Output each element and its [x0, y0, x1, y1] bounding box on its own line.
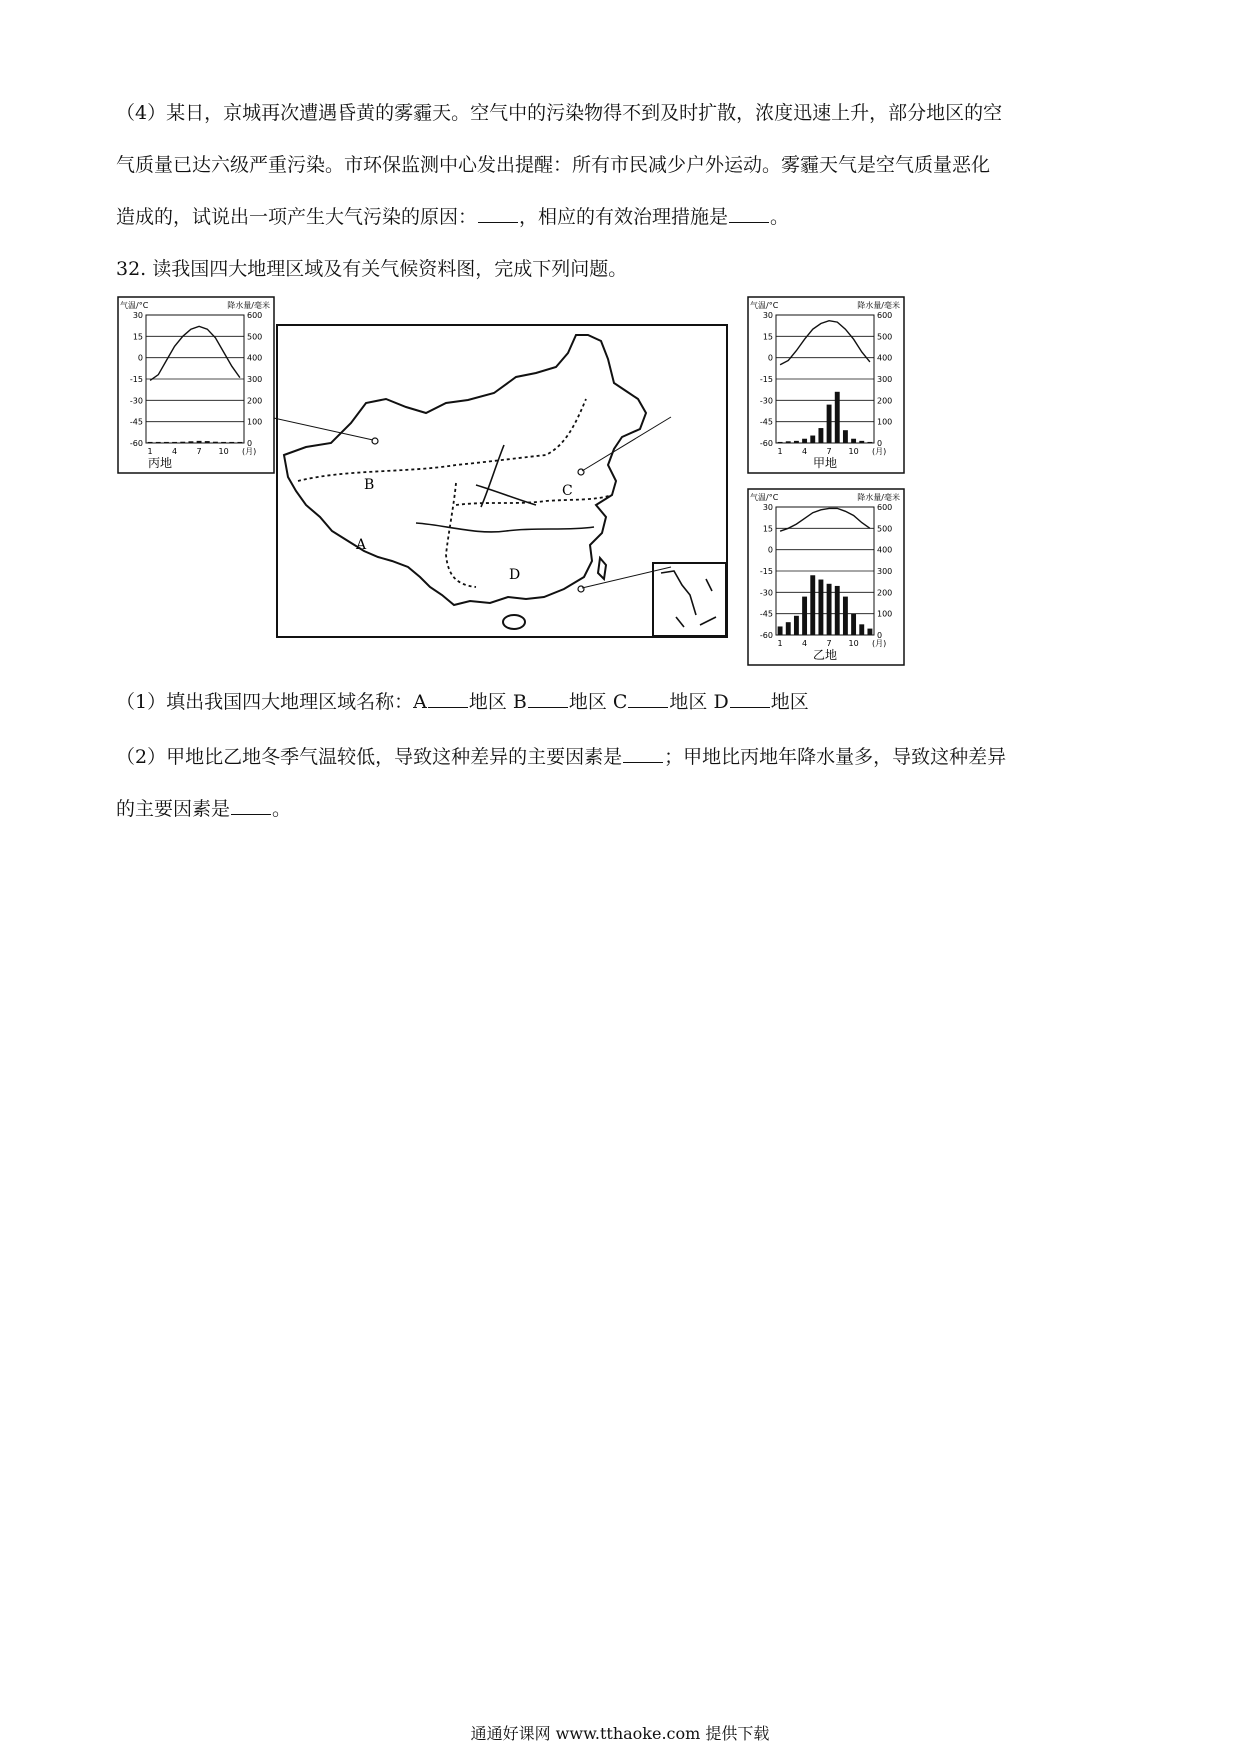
precip-bar: [180, 442, 185, 443]
river-yellow: [476, 445, 536, 507]
precip-bar: [843, 430, 848, 443]
precip-bar: [802, 597, 807, 635]
chart-station-name: 丙地: [147, 456, 173, 470]
temp-axis-label: 气温/°C: [750, 493, 779, 502]
precip-bar: [778, 626, 783, 635]
answer-blank[interactable]: [428, 693, 468, 708]
precip-bar: [867, 629, 872, 635]
q32-sub2-text-c: 的主要因素是: [116, 798, 231, 820]
precip-bar: [802, 439, 807, 443]
precip-bar: [835, 392, 840, 443]
month-tick-label: 10: [848, 639, 859, 648]
month-tick-label: 10: [218, 447, 229, 456]
precip-tick-label: 400: [877, 353, 893, 363]
temp-tick-label: 30: [132, 311, 143, 320]
precip-bar: [810, 575, 815, 635]
answer-blank[interactable]: [478, 208, 518, 223]
precip-bar: [778, 442, 783, 443]
region-label-a: A: [356, 537, 367, 553]
leader-line-jia: [582, 417, 671, 471]
precip-tick-label: 200: [877, 588, 893, 598]
temp-tick-label: 30: [762, 311, 773, 320]
temp-tick-label: -60: [759, 439, 773, 448]
precip-bar: [172, 442, 177, 443]
temp-tick-label: 15: [132, 332, 143, 342]
precip-axis-label: 降水量/毫米: [857, 301, 900, 310]
q31-4-line3: [116, 202, 789, 229]
q31-4-line3-text-b: ，相应的有效治理措施是: [519, 206, 729, 228]
q32-sub1-text-d: 地区 D: [669, 691, 729, 713]
temp-tick-label: -45: [759, 417, 773, 427]
precip-bar: [794, 616, 799, 635]
precip-bar: [810, 436, 815, 443]
precip-tick-label: 200: [247, 396, 263, 406]
taiwan-island: [598, 558, 606, 579]
precip-tick-label: 600: [877, 311, 893, 320]
precip-bar: [827, 584, 832, 635]
precip-tick-label: 500: [877, 332, 893, 342]
temp-tick-label: -15: [759, 567, 773, 576]
month-tick-label: 4: [802, 447, 808, 456]
leader-line-yi: [582, 567, 671, 588]
precip-bar: [213, 442, 218, 443]
month-tick-label: 7: [826, 447, 832, 456]
q32-sub2-text-d: 。: [272, 798, 292, 820]
precip-tick-label: 300: [877, 375, 893, 384]
precip-bar: [164, 442, 169, 443]
divide-line-ad: [446, 483, 476, 587]
q32-sub2-text-b: ；甲地比丙地年降水量多，导致这种差异: [664, 746, 1007, 768]
temp-tick-label: -30: [759, 396, 773, 406]
temp-tick-label: -60: [129, 439, 143, 448]
q32-title: 32. 读我国四大地理区域及有关气候资料图，完成下列问题。: [116, 258, 628, 280]
precip-bar: [851, 614, 856, 635]
precip-bar: [221, 442, 226, 443]
precip-tick-label: 600: [877, 503, 893, 512]
q31-4-line1: （4）某日，京城再次遭遇昏黄的雾霾天。空气中的污染物得不到及时扩散，浓度迅速上升，部分地区的空: [116, 102, 1003, 124]
precip-tick-label: 100: [247, 417, 263, 427]
precip-tick-label: 400: [877, 545, 893, 555]
precip-bar: [188, 441, 193, 443]
precip-bar: [197, 441, 202, 443]
month-unit-label: (月): [242, 447, 257, 456]
month-tick-label: 7: [196, 447, 202, 456]
month-tick-label: 1: [147, 447, 153, 456]
precip-tick-label: 300: [877, 567, 893, 576]
answer-blank[interactable]: [623, 748, 663, 763]
month-tick-label: 1: [777, 639, 783, 648]
temp-tick-label: 0: [137, 353, 143, 363]
precip-tick-label: 300: [247, 375, 263, 384]
precip-tick-label: 100: [877, 417, 893, 427]
chart-station-name: 甲地: [812, 456, 838, 470]
precip-axis-label: 降水量/毫米: [857, 493, 900, 502]
q32-sub1: [116, 687, 809, 714]
temp-tick-label: -30: [759, 588, 773, 598]
answer-blank[interactable]: [528, 693, 568, 708]
precip-bar: [156, 442, 161, 443]
river-yangtze: [416, 523, 594, 532]
month-tick-label: 10: [848, 447, 859, 456]
precip-bar: [794, 441, 799, 443]
q32-sub1-text-e: 地区: [770, 691, 809, 713]
inset-islands: [661, 571, 716, 627]
precip-bar: [827, 405, 832, 443]
region-label-c: C: [562, 483, 573, 499]
answer-blank[interactable]: [730, 693, 770, 708]
temp-tick-label: 30: [762, 503, 773, 512]
station-yi-marker: [578, 586, 584, 592]
precip-bar: [786, 441, 791, 443]
q32-sub2-line1: [116, 742, 1006, 769]
map-and-climate-charts-figure: [116, 295, 916, 675]
precip-bar: [786, 622, 791, 635]
month-unit-label: (月): [872, 639, 887, 648]
precip-bar: [835, 586, 840, 635]
precip-bar: [237, 442, 242, 443]
answer-blank[interactable]: [729, 208, 769, 223]
precip-bar: [148, 442, 153, 443]
precip-tick-label: 0: [877, 631, 883, 640]
divide-line-bc: [298, 399, 586, 481]
precip-tick-label: 100: [877, 609, 893, 619]
precip-bar: [859, 624, 864, 635]
temp-tick-label: 15: [762, 524, 773, 534]
climate-chart-bing: [118, 297, 274, 473]
divide-line-qinling: [456, 495, 612, 505]
month-tick-label: 7: [826, 639, 832, 648]
chart-station-name: 乙地: [812, 648, 838, 662]
precip-bar: [818, 580, 823, 635]
temp-tick-label: -15: [129, 375, 143, 384]
precip-tick-label: 400: [247, 353, 263, 363]
q31-4-line3-text-a: 造成的，试说出一项产生大气污染的原因：: [116, 206, 478, 228]
precip-bar: [859, 441, 864, 443]
temp-tick-label: -60: [759, 631, 773, 640]
temp-tick-label: 0: [767, 545, 773, 555]
precip-tick-label: 500: [877, 524, 893, 534]
china-outline: [284, 335, 646, 605]
temp-tick-label: -15: [759, 375, 773, 384]
month-unit-label: (月): [872, 447, 887, 456]
answer-blank[interactable]: [231, 800, 271, 815]
temp-axis-label: 气温/°C: [120, 301, 149, 310]
precip-axis-label: 降水量/毫米: [227, 301, 270, 310]
precip-tick-label: 600: [247, 311, 263, 320]
page-footer: 通通好课网 www.tthaoke.com 提供下载: [470, 1724, 770, 1743]
region-label-b: B: [364, 477, 375, 493]
q32-sub1-text-b: 地区 B: [468, 691, 527, 713]
precip-bar: [818, 428, 823, 443]
precip-bar: [843, 597, 848, 635]
hainan-island: [503, 615, 525, 629]
precip-bar: [867, 442, 872, 443]
q32-sub2-line2: [116, 794, 291, 821]
figure-svg: [116, 295, 916, 675]
temp-tick-label: 15: [762, 332, 773, 342]
temp-tick-label: 0: [767, 353, 773, 363]
precip-bar: [851, 439, 856, 443]
precip-tick-label: 200: [877, 396, 893, 406]
precip-tick-label: 500: [247, 332, 263, 342]
q31-4-line2: 气质量已达六级严重污染。市环保监测中心发出提醒：所有市民减少户外运动。雾霾天气是空气质量恶化: [116, 154, 991, 176]
month-tick-label: 4: [802, 639, 808, 648]
climate-chart-yi: [748, 489, 904, 665]
climate-chart-jia: [748, 297, 904, 473]
precip-bar: [229, 442, 234, 443]
answer-blank[interactable]: [628, 693, 668, 708]
q31-4-line3-text-c: 。: [770, 206, 790, 228]
precip-tick-label: 0: [877, 439, 883, 448]
month-tick-label: 4: [172, 447, 178, 456]
region-label-d: D: [509, 567, 521, 583]
precip-bar: [205, 441, 210, 443]
q32-sub1-text-c: 地区 C: [568, 691, 628, 713]
q32-sub2-text-a: （2）甲地比乙地冬季气温较低，导致这种差异的主要因素是: [116, 746, 623, 768]
month-tick-label: 1: [777, 447, 783, 456]
temp-tick-label: -45: [129, 417, 143, 427]
temp-tick-label: -30: [129, 396, 143, 406]
q32-sub1-text-a: （1）填出我国四大地理区域名称：A: [116, 691, 427, 713]
precip-tick-label: 0: [247, 439, 253, 448]
south-china-sea-inset: [653, 563, 726, 636]
temp-tick-label: -45: [759, 609, 773, 619]
station-bing-marker: [372, 438, 378, 444]
temp-axis-label: 气温/°C: [750, 301, 779, 310]
map-frame: [277, 325, 727, 637]
